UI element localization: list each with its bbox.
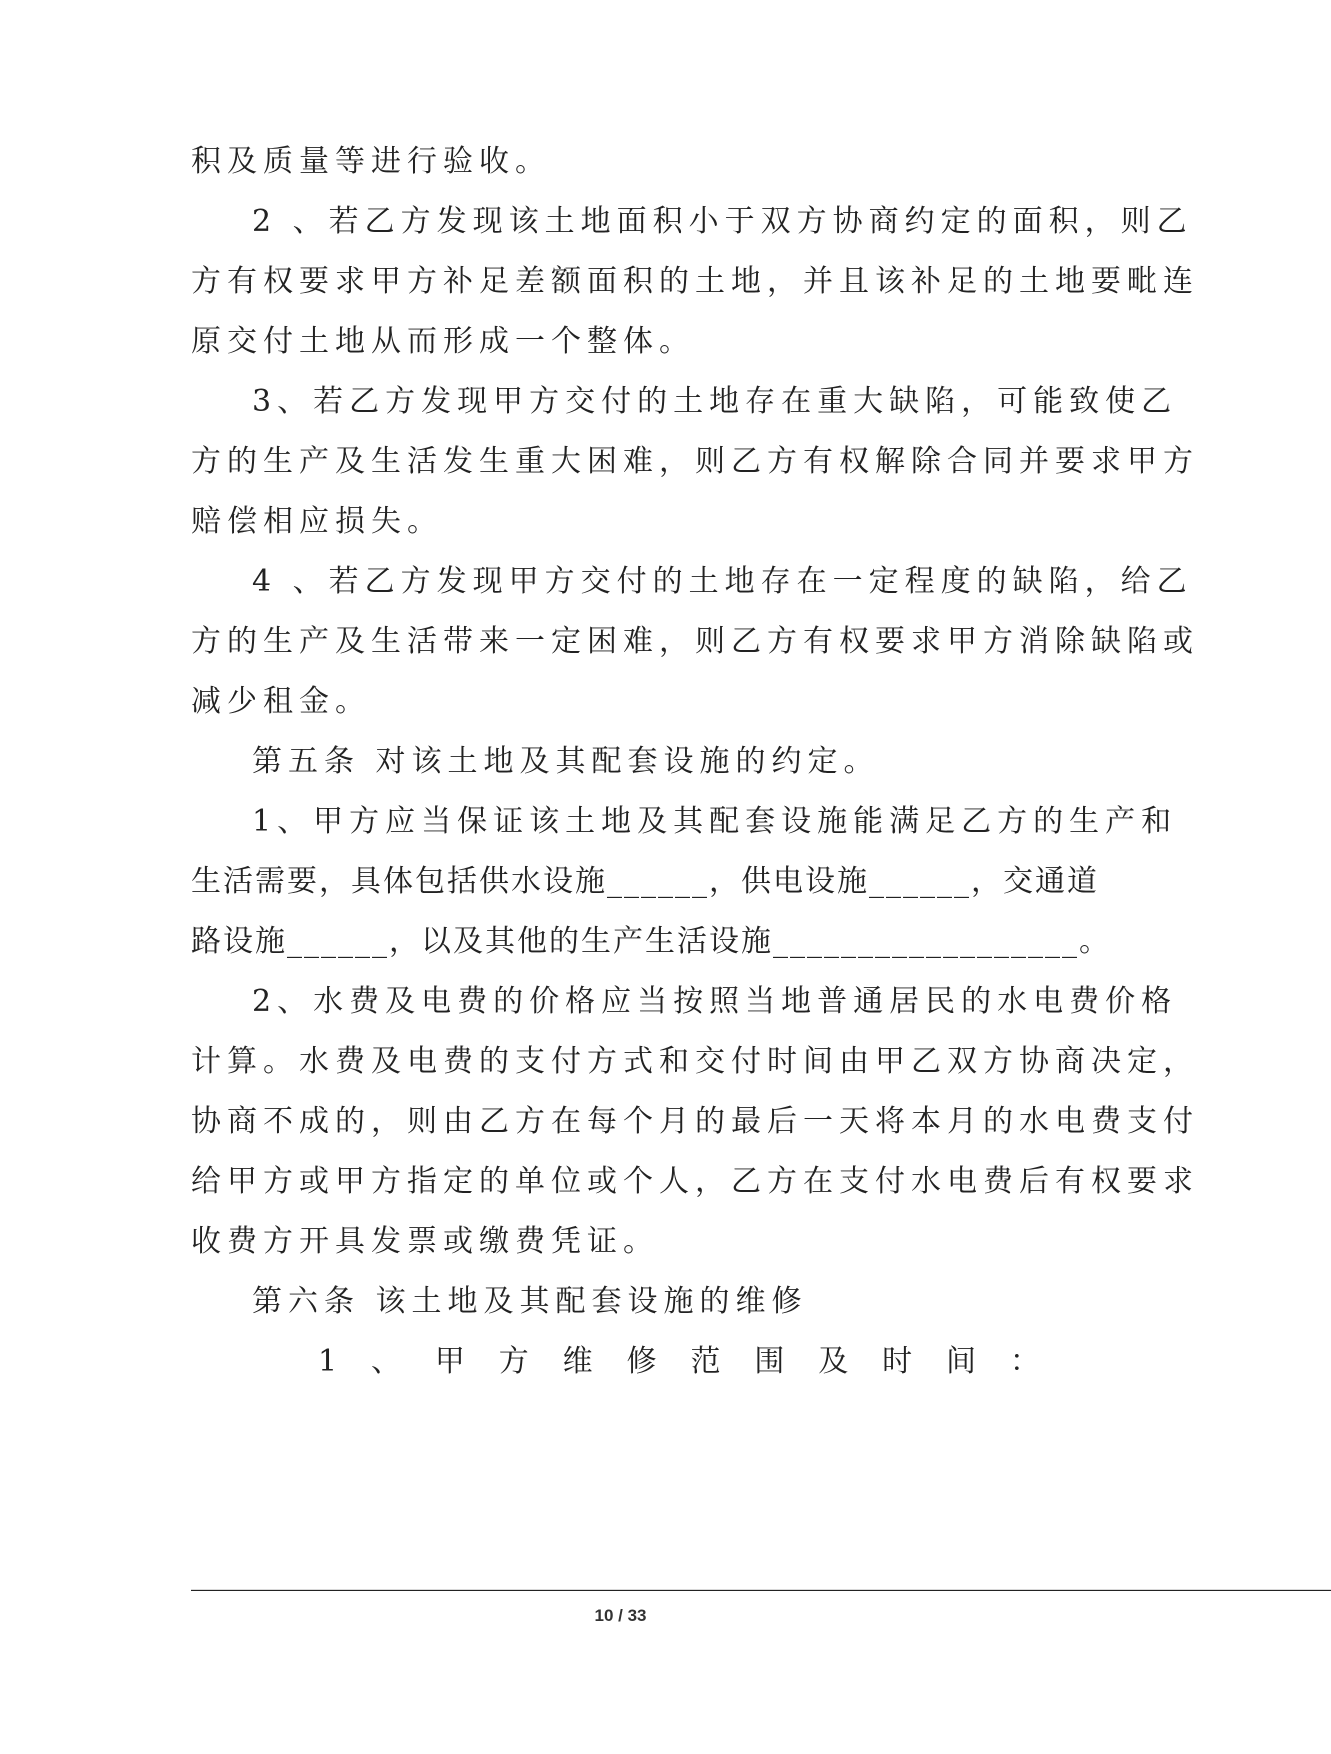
- text-line: 计算。水费及电费的支付方式和交付时间由甲乙双方协商决定，: [191, 1044, 1199, 1079]
- text-line: 1、甲方应当保证该土地及其配套设施能满足乙方的生产和: [252, 804, 1178, 839]
- text-line: 给甲方或甲方指定的单位或个人，乙方在支付水电费后有权要求: [191, 1164, 1199, 1199]
- blank-fill-line: ____________________________________________________________________________: [191, 1557, 1331, 1592]
- spread-char: 修: [626, 1344, 657, 1379]
- spread-char: ：: [1009, 1344, 1040, 1379]
- text-line: 方有权要求甲方补足差额面积的土地，并且该补足的土地要毗连: [191, 264, 1199, 299]
- text-line: 2 、若乙方发现该土地面积小于双方协商约定的面积，则乙: [252, 204, 1193, 239]
- spread-char: 、: [370, 1344, 401, 1379]
- text-line: 4 、若乙方发现甲方交付的土地存在一定程度的缺陷，给乙: [252, 564, 1193, 599]
- text-line: 3、若乙方发现甲方交付的土地存在重大缺陷，可能致使乙: [252, 384, 1178, 419]
- spread-char: 方: [498, 1344, 529, 1379]
- section-heading: 第五条 对该土地及其配套设施的约定。: [252, 744, 880, 779]
- text-line: 路设施______，以及其他的生产生活设施__________________。: [191, 924, 1111, 959]
- text-line: 收费方开具发票或缴费凭证。: [191, 1224, 659, 1259]
- text-line: 协商不成的，则由乙方在每个月的最后一天将本月的水电费支付: [191, 1104, 1199, 1139]
- spread-char: 1: [318, 1344, 338, 1379]
- page-number: 10 / 33: [594, 1606, 647, 1625]
- text-line: 减少租金。: [191, 684, 371, 719]
- text-line: 赔偿相应损失。: [191, 504, 443, 539]
- text-line: 原交付土地从而形成一个整体。: [191, 324, 695, 359]
- spread-char: 范: [690, 1344, 721, 1379]
- text-line: 生活需要，具体包括供水设施______，供电设施______，交通道: [191, 864, 1099, 899]
- spread-text-line: [318, 1342, 1040, 1382]
- section-heading: 第六条 该土地及其配套设施的维修: [252, 1284, 808, 1319]
- spread-char: 时: [882, 1344, 913, 1379]
- text-line: 2、水费及电费的价格应当按照当地普通居民的水电费价格: [252, 984, 1178, 1019]
- spread-char: 围: [754, 1344, 785, 1379]
- spread-char: 间: [946, 1344, 976, 1379]
- text-line: 方的生产及生活发生重大困难，则乙方有权解除合同并要求甲方: [191, 444, 1199, 479]
- spread-char: 及: [818, 1344, 849, 1379]
- spread-char: 维: [562, 1344, 593, 1379]
- text-line: 积及质量等进行验收。: [191, 144, 551, 179]
- spread-char: 甲: [434, 1344, 465, 1379]
- text-line: 方的生产及生活带来一定困难，则乙方有权要求甲方消除缺陷或: [191, 624, 1199, 659]
